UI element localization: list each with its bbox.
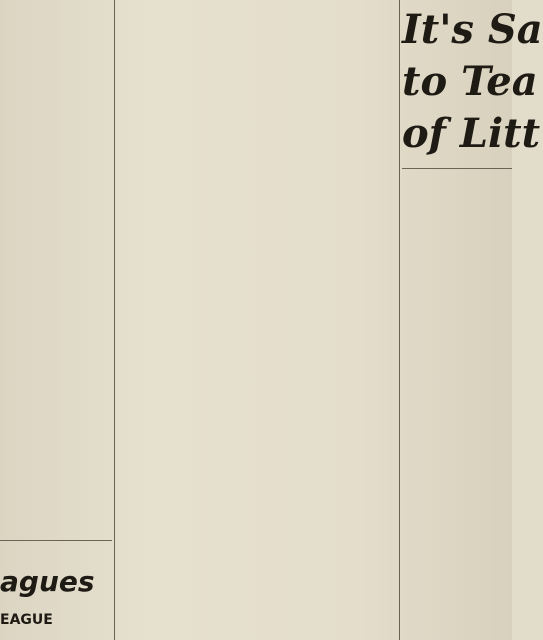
headline-line-2: to Tea — [402, 58, 538, 105]
headline-rule — [402, 168, 512, 169]
column-rule-left — [114, 0, 115, 640]
left-divider — [0, 540, 112, 541]
league-subheading: EAGUE — [0, 612, 53, 628]
headline-line-1: It's Sa — [402, 6, 543, 53]
right-headline — [402, 4, 543, 160]
leagues-heading: agues — [0, 565, 95, 598]
headline-line-3: of Litt — [402, 110, 541, 157]
column-rule-right — [399, 0, 400, 640]
